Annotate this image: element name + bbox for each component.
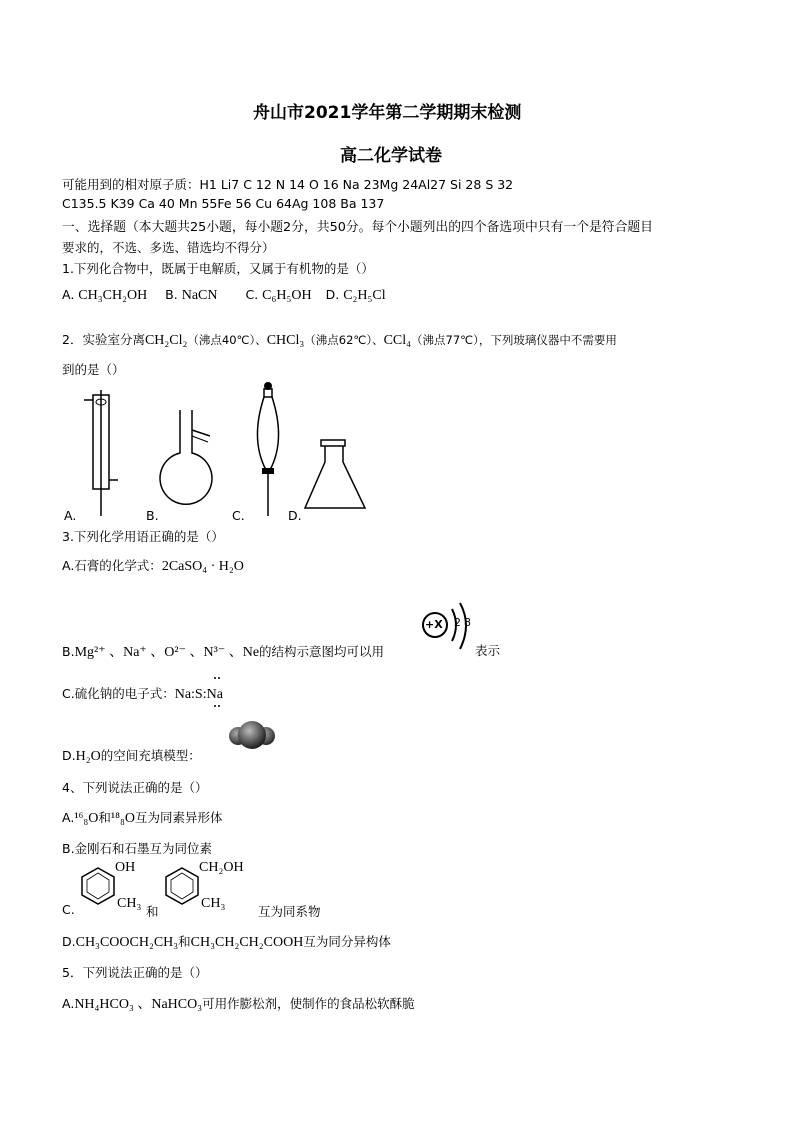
q3-a-formula: 2CaSO₄ · H₂O: [161, 559, 244, 574]
q2-bp-1: （沸点40℃）、: [187, 333, 267, 347]
q2-compound-3: CCl₄: [383, 333, 412, 348]
atomic-masses-line1: 可能用到的相对原子质：H1 Li7 C 12 N 14 O 16 Na 23Mg 24Al27 Si 28 S 32: [62, 177, 514, 192]
q2-label-a: A.: [64, 508, 77, 523]
q3-d-suffix: 的空间充填模型：: [100, 748, 201, 763]
q3-c-prefix: C.硫化钠的电子式：: [62, 686, 175, 701]
q3-b-mid: 的结构示意图均可以用: [259, 644, 385, 659]
q2-compound-1: CH₂Cl₂: [144, 333, 188, 348]
water-model-icon: [228, 720, 276, 752]
q4-c-sub2: CH₃: [117, 896, 142, 911]
diagram-shell2: 8: [464, 616, 471, 629]
q4-a-mid: 和: [98, 810, 111, 825]
q2-bp-2: （沸点62℃）、: [304, 333, 384, 347]
q3-option-d: [62, 746, 201, 765]
q3-b-prefix: B.: [62, 644, 75, 659]
conical-flask-apparatus: [303, 440, 369, 512]
q3-option-b: [62, 641, 384, 661]
section-intro-line2: 要求的，不选、多选、错选均不得分）: [62, 240, 275, 255]
q4-c-and: 和: [146, 904, 159, 919]
q5-a-formula: NH₄HCO₃ 、NaHCO₃: [74, 997, 203, 1012]
q4-c-sub4: CH₃: [201, 896, 226, 911]
q3-b-end: 表示: [475, 643, 501, 658]
q2-num: 2．实验室分离: [62, 332, 145, 347]
q1-label-b: B.: [165, 287, 178, 302]
condenser-apparatus: [78, 390, 128, 520]
q4-stem: 4、下列说法正确的是（）: [62, 780, 208, 795]
q1-label-a: A.: [62, 287, 75, 302]
q3-b-ions: Mg²⁺ 、Na⁺ 、O²⁻ 、N³⁻ 、Ne: [74, 645, 260, 660]
q2-bp-3: （沸点77℃），下列玻璃仪器中不需要用: [411, 333, 617, 347]
q4-a-isotope2: ¹⁸₈O: [110, 811, 135, 826]
q5-a-end: 可用作膨松剂，使制作的食品松软酥脆: [202, 996, 415, 1011]
q4-c-end: 互为同系物: [258, 904, 321, 919]
q4-c-sub1: OH: [115, 860, 136, 875]
q1-stem: 1.下列化合物中，既属于电解质，又属于有机物的是（）: [62, 261, 374, 276]
q4-d-formula1: CH₃COOCH₂CH₃: [75, 935, 179, 950]
q2-stem: [62, 330, 617, 349]
q1-label-d: D.: [325, 287, 340, 302]
q5-option-a: [62, 993, 415, 1013]
q1-option-a: CH₃CH₂OH: [78, 288, 148, 303]
exam-title: 舟山市2021学年第二学期期末检测: [253, 103, 522, 123]
q2-compound-2: CHCl₃: [266, 333, 305, 348]
exam-subtitle: 高二化学试卷: [340, 146, 442, 166]
q2-label-b: B.: [146, 508, 159, 523]
q2-label-c: C.: [232, 508, 245, 523]
q4-option-a: [62, 808, 223, 827]
q1-label-c: C.: [245, 287, 259, 302]
q2-stem-end: 到的是（）: [62, 362, 125, 377]
q3-a-prefix: A.石膏的化学式：: [62, 558, 162, 573]
q4-a-prefix: A.: [62, 810, 75, 825]
section-intro-line1: 一、选择题（本大题共25小题，每小题2分，共50分。每个小题列出的四个备选项中只有一个是符合题目: [62, 220, 653, 235]
q3-option-c: [62, 684, 223, 703]
q1-options: [62, 287, 386, 304]
q1-option-b: NaCN: [181, 288, 218, 303]
q4-d-prefix: D.: [62, 934, 76, 949]
q3-stem: 3.下列化学用语正确的是（）: [62, 529, 224, 544]
q3-option-a: [62, 556, 244, 575]
q4-option-d: [62, 932, 391, 951]
separatory-funnel-apparatus: [248, 380, 298, 520]
q5-stem: 5．下列说法正确的是（）: [62, 965, 208, 980]
atomic-structure-diagram: [420, 601, 480, 661]
q1-option-c: C₆H₅OH: [262, 288, 312, 303]
q5-a-prefix: A.: [62, 996, 75, 1011]
sulfur-dots-icon: [212, 676, 222, 710]
q4-option-b: B.金刚石和石墨互为同位素: [62, 841, 213, 856]
q1-option-d: C₂H₅Cl: [343, 288, 386, 303]
q3-d-prefix: D.: [62, 748, 76, 763]
diagram-nucleus: +X: [425, 618, 443, 631]
q4-a-isotope1: ¹⁶₈O: [74, 811, 99, 826]
q4-c-sub3: CH₂OH: [199, 860, 244, 875]
q4-d-formula2: CH₃CH₂CH₂COOH: [190, 935, 304, 950]
atomic-masses-line2: C135.5 K39 Ca 40 Mn 55Fe 56 Cu 64Ag 108 Ba 137: [62, 196, 385, 211]
q4-d-end: 互为同分异构体: [303, 934, 391, 949]
diagram-shell1: 2: [454, 616, 461, 629]
q3-d-formula: H₂O: [75, 749, 101, 764]
q4-a-end: 互为同素异形体: [134, 810, 223, 825]
q4-d-mid: 和: [178, 934, 191, 949]
distilling-flask-apparatus: [160, 408, 220, 518]
q3-c-formula: Na:S:Na: [174, 687, 223, 702]
q4-c-prefix: C.: [62, 902, 75, 917]
q2-label-d: D.: [288, 508, 302, 523]
